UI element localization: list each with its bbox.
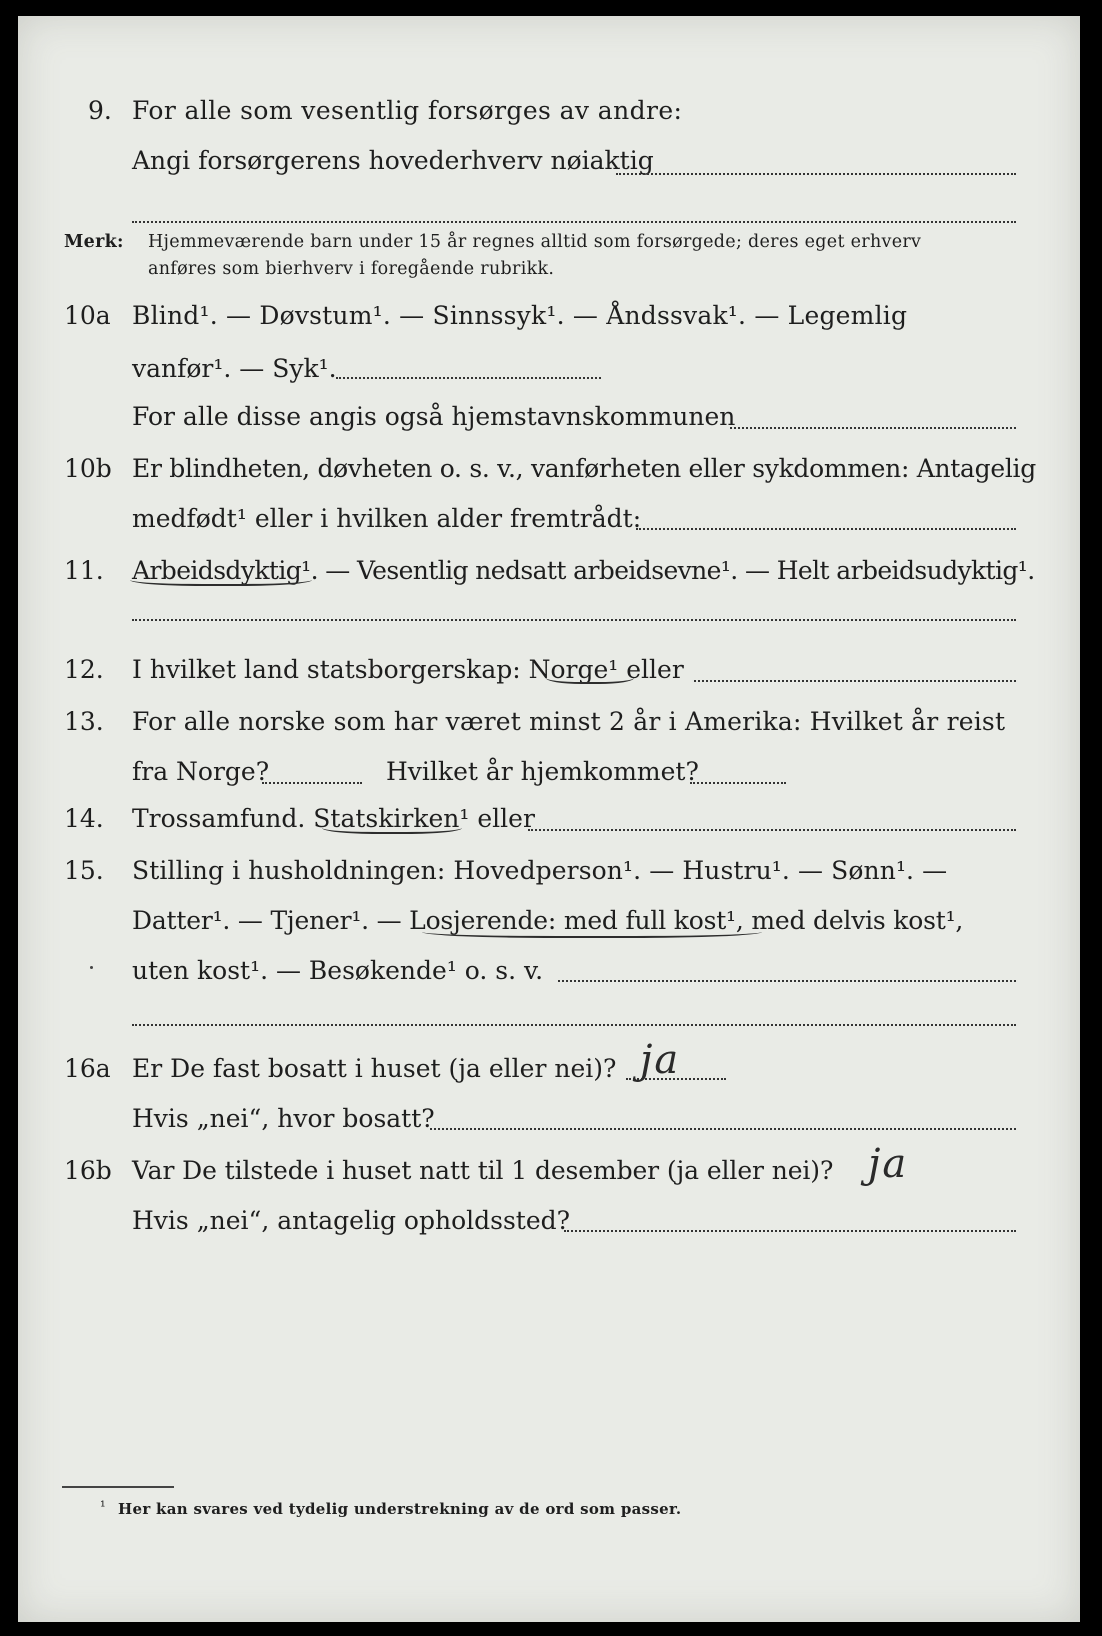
q14-line1: Trossamfund. Statskirken¹ eller [132,804,535,833]
q15-answer-line-2[interactable] [132,1024,1016,1026]
q16a-line1: Er De fast bosatt i huset (ja eller nei)? [132,1054,617,1083]
q13-departure-line[interactable] [262,782,362,784]
q16a-number: 16a [64,1054,111,1083]
q16b-location-line[interactable] [564,1230,1016,1232]
q15-answer-line[interactable] [558,980,1016,982]
q10b-line2: medfødt¹ eller i hvilken alder fremtrådt: [132,504,642,533]
q16b-handwritten-answer: ja [868,1141,909,1187]
q12-answer-line[interactable] [694,680,1016,682]
q9-line2: Angi forsørgerens hovederhverv nøiaktig [132,146,654,175]
q11-answer-line[interactable] [132,619,1016,621]
q9-number: 9. [88,96,112,125]
q11-number: 11. [64,556,104,585]
q10b-answer-line[interactable] [636,528,1016,530]
q10a-line3: For alle disse angis også hjemstavnskommunen [132,402,736,431]
footnote-rule [62,1486,174,1488]
q15-number: 15. [64,856,104,885]
q10b-line1: Er blindheten, døvheten o. s. v., vanførheten eller sykdommen: Antagelig [132,454,1036,483]
q12-number: 12. [64,655,104,684]
q14-underline-mark [322,822,462,834]
q10a-hometown-line[interactable] [730,427,1016,429]
q10a-answer-line[interactable] [336,377,601,379]
q9-line1: For alle som vesentlig forsørges av andre: [132,96,683,125]
q12-line1: I hvilket land statsborgerskap: Norge¹ eller [132,655,684,684]
margin-mark [90,966,93,969]
q9-answer-line-2[interactable] [132,221,1016,223]
q16a-residence-line[interactable] [430,1128,1016,1130]
q16b-line1: Var De tilstede i huset natt til 1 desember (ja eller nei)? [132,1156,834,1185]
q12-underline-mark [546,672,634,684]
footnote-text: Her kan svares ved tydelig understrekning av de ord som passer. [118,1500,682,1518]
q14-number: 14. [64,804,104,833]
q10a-line1: Blind¹. — Døvstum¹. — Sinnssyk¹. — Åndssvak¹. — Legemlig [132,301,908,330]
merk-line2: anføres som bierhverv i foregående rubrikk. [148,259,555,279]
q15-line3: uten kost¹. — Besøkende¹ o. s. v. [132,956,544,985]
merk-line1: Hjemmeværende barn under 15 år regnes alltid som forsørgede; deres eget erhverv [148,232,922,252]
q15-line1: Stilling i husholdningen: Hovedperson¹. — Hustru¹. — Sønn¹. — [132,856,948,885]
q11-underline-mark [130,572,312,586]
q10a-number: 10a [64,301,111,330]
q16a-handwritten-answer: ja [640,1037,681,1083]
q15-underline-mark [422,924,762,938]
census-form-page [18,16,1080,1622]
q16b-number: 16b [64,1156,112,1185]
q10a-line2: vanfør¹. — Syk¹. [132,354,337,383]
q13-line2a: fra Norge? [132,757,270,786]
q13-line2b: Hvilket år hjemkommet? [386,757,699,786]
q13-return-line[interactable] [690,782,786,784]
q13-line1: For alle norske som har været minst 2 år i Amerika: Hvilket år reist [132,707,1006,736]
q14-answer-line[interactable] [528,829,1016,831]
q15-line2: Datter¹. — Tjener¹. — Losjerende: med full kost¹, med delvis kost¹, [132,906,964,935]
footnote-mark: ¹ [100,1499,106,1515]
merk-label: Merk: [64,232,124,252]
q11-line1: Arbeidsdyktig¹. — Vesentlig nedsatt arbeidsevne¹. — Helt arbeidsudyktig¹. [132,556,1035,585]
q10b-number: 10b [64,454,112,483]
q13-number: 13. [64,707,104,736]
q16b-line2: Hvis „nei“, antagelig opholdssted? [132,1206,571,1235]
q9-answer-line[interactable] [616,173,1016,175]
q16a-line2: Hvis „nei“, hvor bosatt? [132,1104,435,1133]
